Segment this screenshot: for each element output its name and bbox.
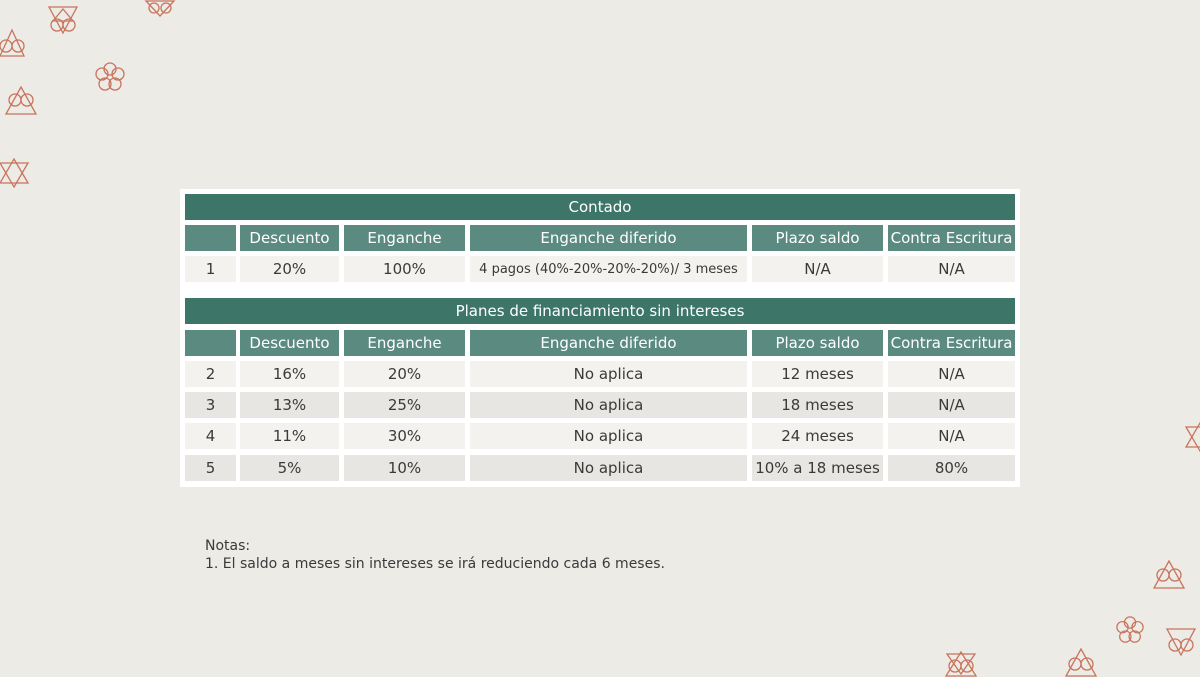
triangle-cluster-icon bbox=[4, 85, 38, 117]
header-cell-enganche: Enganche bbox=[344, 330, 465, 356]
triangle-cluster-icon bbox=[1152, 559, 1186, 591]
table-row bbox=[180, 423, 1020, 449]
flower-icon bbox=[1115, 615, 1145, 645]
notes-section bbox=[205, 537, 665, 573]
cell-descuento: 16% bbox=[240, 361, 339, 387]
triangle-cluster-icon bbox=[46, 5, 80, 37]
note-item: 1. El saldo a meses sin intereses se irá reduciendo cada 6 meses. bbox=[205, 556, 665, 572]
cell-contra-escritura: N/A bbox=[888, 423, 1015, 449]
cell-enganche-diferido: No aplica bbox=[470, 423, 747, 449]
contado-title: Contado bbox=[185, 194, 1015, 220]
table-row bbox=[180, 256, 1020, 282]
cell-plan-number: 2 bbox=[185, 361, 236, 387]
cell-enganche-diferido: No aplica bbox=[470, 455, 747, 481]
cell-descuento: 5% bbox=[240, 455, 339, 481]
cell-descuento: 13% bbox=[240, 392, 339, 418]
cell-contra-escritura: N/A bbox=[888, 256, 1015, 282]
hexagram-icon bbox=[0, 157, 30, 189]
header-cell-enganche-diferido: Enganche diferido bbox=[470, 330, 747, 356]
header-cell-plazo-saldo: Plazo saldo bbox=[752, 330, 883, 356]
cell-plazo-saldo: 18 meses bbox=[752, 392, 883, 418]
cell-plazo-saldo: 10% a 18 meses bbox=[752, 455, 883, 481]
triangle-cluster-icon bbox=[0, 28, 26, 60]
cell-enganche: 30% bbox=[344, 423, 465, 449]
cell-contra-escritura: N/A bbox=[888, 392, 1015, 418]
header-cell-descuento: Descuento bbox=[240, 225, 339, 251]
cell-plazo-saldo: 12 meses bbox=[752, 361, 883, 387]
triangle-cluster-icon bbox=[143, 0, 177, 18]
triangle-cluster-icon bbox=[1164, 627, 1198, 659]
header-cell-contra-escritura: Contra Escritura bbox=[888, 330, 1015, 356]
triangle-cluster-icon bbox=[944, 650, 978, 677]
triangle-cluster-icon bbox=[1064, 647, 1098, 677]
cell-enganche: 20% bbox=[344, 361, 465, 387]
contado-header-row bbox=[180, 225, 1020, 251]
cell-plazo-saldo: N/A bbox=[752, 256, 883, 282]
cell-enganche-diferido: No aplica bbox=[470, 361, 747, 387]
header-cell-enganche: Enganche bbox=[344, 225, 465, 251]
flower-icon bbox=[94, 61, 126, 93]
header-cell-contra-escritura: Contra Escritura bbox=[888, 225, 1015, 251]
header-cell-descuento: Descuento bbox=[240, 330, 339, 356]
cell-enganche: 100% bbox=[344, 256, 465, 282]
header-cell-index bbox=[185, 225, 236, 251]
cell-enganche-diferido: No aplica bbox=[470, 392, 747, 418]
cell-plan-number: 1 bbox=[185, 256, 236, 282]
cell-descuento: 11% bbox=[240, 423, 339, 449]
cell-plan-number: 4 bbox=[185, 423, 236, 449]
cell-plazo-saldo: 24 meses bbox=[752, 423, 883, 449]
cell-plan-number: 3 bbox=[185, 392, 236, 418]
notes-title: Notas: bbox=[205, 538, 251, 554]
cell-contra-escritura: 80% bbox=[888, 455, 1015, 481]
hexagram-icon bbox=[1184, 421, 1200, 453]
planes-title: Planes de financiamiento sin intereses bbox=[185, 298, 1015, 324]
cell-enganche: 10% bbox=[344, 455, 465, 481]
header-cell-index bbox=[185, 330, 236, 356]
cell-contra-escritura: N/A bbox=[888, 361, 1015, 387]
header-cell-enganche-diferido: Enganche diferido bbox=[470, 225, 747, 251]
cell-enganche: 25% bbox=[344, 392, 465, 418]
cell-enganche-diferido: 4 pagos (40%-20%-20%-20%)/ 3 meses bbox=[470, 256, 747, 282]
cell-descuento: 20% bbox=[240, 256, 339, 282]
table-row bbox=[180, 392, 1020, 418]
planes-header-row bbox=[180, 330, 1020, 356]
header-cell-plazo-saldo: Plazo saldo bbox=[752, 225, 883, 251]
pricing-table-panel bbox=[180, 189, 1020, 487]
table-row bbox=[180, 455, 1020, 481]
cell-plan-number: 5 bbox=[185, 455, 236, 481]
table-row bbox=[180, 361, 1020, 387]
